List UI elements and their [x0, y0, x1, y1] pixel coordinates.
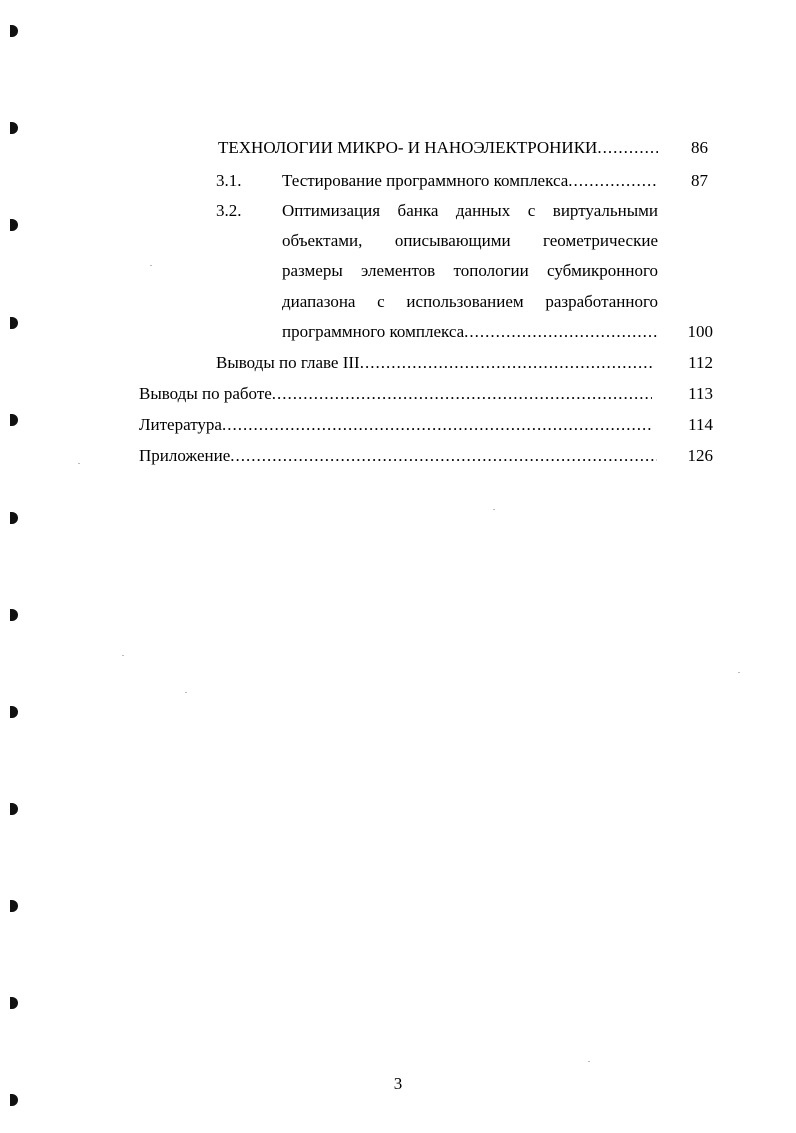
toc-page-number: 112 — [688, 353, 713, 372]
speck — [738, 672, 740, 673]
punch-mark — [10, 1094, 18, 1106]
punch-mark — [10, 414, 18, 426]
toc-entry-title: Литература — [139, 415, 222, 434]
punch-mark — [10, 122, 18, 134]
punch-mark — [10, 25, 18, 37]
page-number: 3 — [393, 1074, 403, 1093]
toc-page-number: 126 — [687, 446, 713, 465]
speck — [122, 655, 124, 656]
toc-entry-section-3-2-line: Оптимизация банка данных с виртуальными — [282, 201, 658, 220]
punch-mark — [10, 512, 18, 524]
speck — [588, 1061, 590, 1062]
toc-section-number: 3.2. — [216, 201, 242, 220]
toc-entry-title: программного комплекса — [282, 322, 465, 341]
dot-leader — [597, 138, 658, 158]
toc-entry-chapter-3-heading — [218, 138, 658, 158]
dot-leader — [360, 353, 652, 373]
toc-entry-section-3-2-last-line — [282, 322, 657, 342]
toc-page-number: 86 — [691, 138, 708, 157]
speck — [150, 265, 152, 266]
punch-mark — [10, 317, 18, 329]
toc-entry-conclusions-work — [139, 384, 652, 404]
toc-entry-section-3-2-line: диапазона с использованием разработанного — [282, 292, 658, 311]
dot-leader — [464, 322, 657, 342]
speck — [493, 509, 495, 510]
toc-entry-section-3-2-line: размеры элементов топологии субмикронного — [282, 261, 658, 280]
punch-mark — [10, 609, 18, 621]
dot-leader — [272, 384, 652, 404]
punch-mark — [10, 219, 18, 231]
toc-entry-title: Тестирование программного комплекса — [282, 171, 569, 190]
toc-entry-title: Выводы по главе III — [216, 353, 360, 372]
toc-entry-conclusions-chapter-3 — [216, 353, 652, 373]
toc-entry-appendix — [139, 446, 657, 466]
dot-leader — [222, 415, 652, 435]
toc-page-number: 113 — [688, 384, 713, 403]
speck — [78, 463, 80, 464]
toc-entry-literature — [139, 415, 652, 435]
punch-mark — [10, 803, 18, 815]
toc-entry-title: Выводы по работе — [139, 384, 272, 403]
toc-page-number: 87 — [691, 171, 708, 190]
speck — [185, 692, 187, 693]
punch-mark — [10, 900, 18, 912]
punch-mark — [10, 997, 18, 1009]
toc-section-number: 3.1. — [216, 171, 242, 190]
toc-entry-title: Приложение — [139, 446, 231, 465]
toc-page-number: 114 — [688, 415, 713, 434]
toc-page-number: 100 — [687, 322, 713, 341]
toc-entry-section-3-1 — [282, 171, 657, 191]
punch-mark — [10, 706, 18, 718]
dot-leader — [568, 171, 657, 191]
dot-leader — [230, 446, 657, 466]
toc-entry-section-3-2-line: объектами, описывающими геометрические — [282, 231, 658, 250]
toc-entry-title: ТЕХНОЛОГИИ МИКРО- И НАНОЭЛЕКТРОНИКИ — [218, 138, 598, 157]
